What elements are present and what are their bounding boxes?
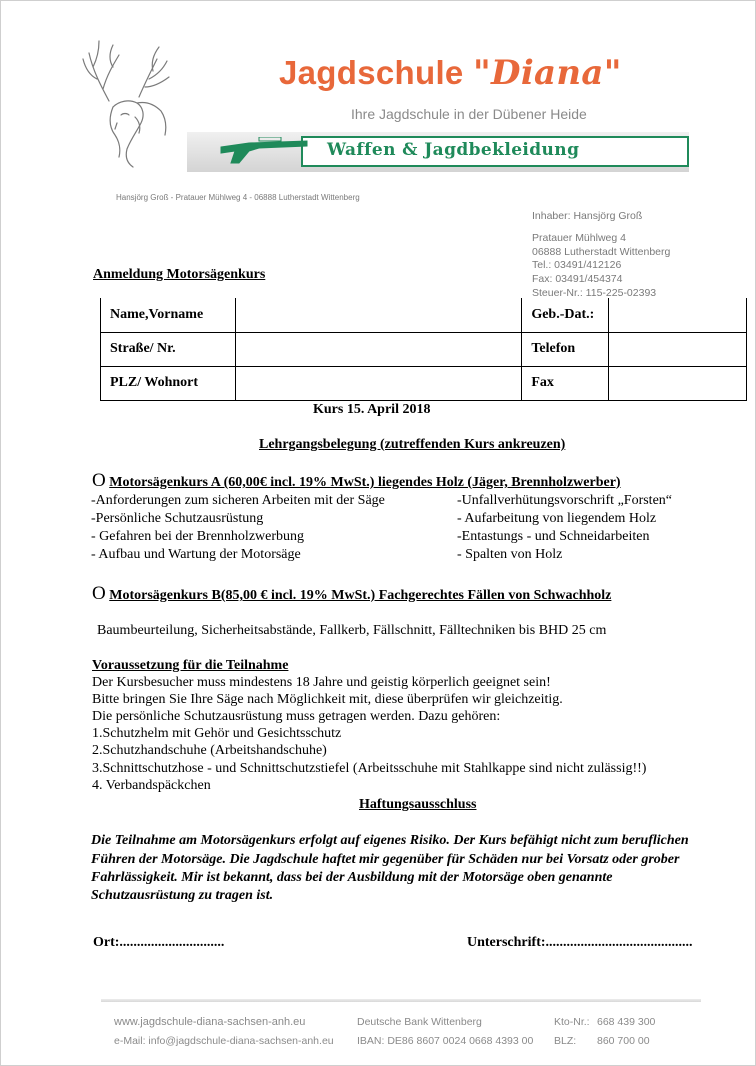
label-phone: Telefon	[522, 332, 609, 366]
field-name[interactable]	[235, 298, 521, 332]
course-a-item: -Persönliche Schutzausrüstung	[91, 511, 264, 526]
school-tagline: Ihre Jagdschule in der Dübener Heide	[351, 106, 587, 122]
field-dob[interactable]	[609, 298, 747, 332]
form-row-city	[101, 366, 747, 400]
requirements-line: 2.Schutzhandschuhe (Arbeitshandschuhe)	[92, 743, 327, 758]
field-fax[interactable]	[609, 366, 747, 400]
label-name: Name,Vorname	[101, 298, 236, 332]
contact-street: Pratauer Mühlweg 4	[532, 231, 626, 244]
course-a-item: - Aufbau und Wartung der Motorsäge	[91, 547, 301, 562]
footer-divider	[101, 999, 701, 1002]
requirements-line: 4. Verbandspäckchen	[92, 778, 211, 793]
course-a-item: -Unfallverhütungsvorschrift „Forsten“	[457, 493, 672, 508]
contact-city: 06888 Lutherstadt Wittenberg	[532, 245, 671, 258]
rifle-icon	[219, 137, 309, 165]
footer-bank: Deutsche Bank Wittenberg	[357, 1016, 482, 1028]
field-street[interactable]	[235, 332, 521, 366]
field-phone[interactable]	[609, 332, 747, 366]
requirements-line: 1.Schutzhelm mit Gehör und Gesichtsschutz	[92, 726, 342, 741]
requirements-line: 3.Schnittschutzhose - und Schnittschutzstiefel (Arbeitsschuhe mit Stahlkappe sind nicht zulässig!!)	[92, 761, 647, 776]
course-a-title: Motorsägenkurs A (60,00€ incl. 19% MwSt.) liegendes Holz (Jäger, Brennholzwerber)	[109, 475, 621, 490]
course-a-item: -Entastungs - und Schneidarbeiten	[457, 529, 650, 544]
liability-heading: Haftungsausschluss	[359, 797, 477, 812]
liability-line: Fahrlässigkeit. Mir ist bekannt, dass bei der Ausbildung mit der Motorsäge oben genannte	[91, 870, 613, 885]
footer-website[interactable]: www.jagdschule-diana-sachsen-anh.eu	[114, 1016, 306, 1028]
contact-fax: Fax: 03491/454374	[532, 273, 623, 286]
course-a-item: - Aufarbeitung von liegendem Holz	[457, 511, 657, 526]
course-a-line	[92, 470, 621, 492]
liability-line: Die Teilnahme am Motorsägenkurs erfolgt auf eigenes Risiko. Der Kurs befähigt nicht zum beruflichen	[91, 833, 689, 848]
footer-account-label: Kto-Nr.:	[554, 1016, 590, 1028]
requirements-line: Die persönliche Schutzausrüstung muss getragen werden. Dazu gehören:	[92, 709, 501, 724]
course-b-checkbox[interactable]: O	[92, 583, 106, 604]
course-a-item: - Gefahren bei der Brennholzwerbung	[91, 529, 305, 544]
footer-account: 668 439 300	[597, 1016, 656, 1028]
field-zip-city[interactable]	[235, 366, 521, 400]
requirements-line: Der Kursbesucher muss mindestens 18 Jahre und geistig körperlich geeignet sein!	[92, 675, 551, 690]
registration-title: Anmeldung Motorsägenkurs	[93, 267, 266, 282]
school-name-main: Jagdschule	[279, 54, 464, 91]
label-dob: Geb.-Dat.:	[522, 298, 609, 332]
footer-iban: IBAN: DE86 8607 0024 0668 4393 00	[357, 1035, 534, 1047]
stag-head-logo	[79, 31, 189, 171]
liability-line: Schutzausrüstung zu tragen ist.	[91, 888, 274, 903]
footer-blz-label: BLZ:	[554, 1035, 577, 1047]
label-zip-city: PLZ/ Wohnort	[101, 366, 236, 400]
requirements-heading: Voraussetzung für die Teilnahme	[92, 658, 289, 673]
shop-banner-text: Waffen & Jagdbekleidung	[327, 140, 580, 160]
contact-block	[532, 210, 670, 301]
course-a-checkbox[interactable]: O	[92, 470, 106, 491]
registration-form-table	[100, 298, 747, 401]
contact-tel: Tel.: 03491/412126	[532, 259, 622, 272]
footer-email[interactable]: e-Mail: info@jagdschule-diana-sachsen-anh.eu	[114, 1035, 334, 1047]
course-b-title: Motorsägenkurs B(85,00 € incl. 19% MwSt.) Fachgerechtes Fällen von Schwachholz	[109, 588, 612, 603]
signature-field[interactable]: Unterschrift:..........................................	[467, 935, 693, 950]
requirements-line: Bitte bringen Sie Ihre Säge nach Möglichkeit mit, diese überprüfen wir gleichzeitig.	[92, 692, 563, 707]
sender-address-line: Hansjörg Groß - Pratauer Mühlweg 4 - 06888 Lutherstadt Wittenberg	[116, 193, 360, 202]
label-street: Straße/ Nr.	[101, 332, 236, 366]
form-row-name	[101, 298, 747, 332]
place-field[interactable]: Ort:..............................	[93, 935, 225, 950]
course-a-item: - Spalten von Holz	[457, 547, 563, 562]
course-b-line	[92, 583, 611, 605]
selection-heading: Lehrgangsbelegung (zutreffenden Kurs ankreuzen)	[259, 437, 566, 452]
course-date: Kurs 15. April 2018	[313, 402, 431, 417]
liability-line: Führen der Motorsäge. Die Jagdschule haftet mir gegenüber für Schäden nur bei Vorsatz oder grober	[91, 852, 680, 867]
label-fax: Fax	[522, 366, 609, 400]
course-b-description: Baumbeurteilung, Sicherheitsabstände, Fallkerb, Fällschnitt, Fälltechniken bis BHD 25 cm	[97, 623, 607, 638]
course-a-item: -Anforderungen zum sicheren Arbeiten mit der Säge	[91, 493, 385, 508]
school-name-diana: "Diana"	[473, 53, 622, 93]
contact-owner: Inhaber: Hansjörg Groß	[532, 210, 643, 222]
contact-tax: Steuer-Nr.: 115-225-02393	[532, 286, 657, 299]
school-name	[279, 53, 622, 93]
footer-blz: 860 700 00	[597, 1035, 650, 1047]
form-row-street	[101, 332, 747, 366]
